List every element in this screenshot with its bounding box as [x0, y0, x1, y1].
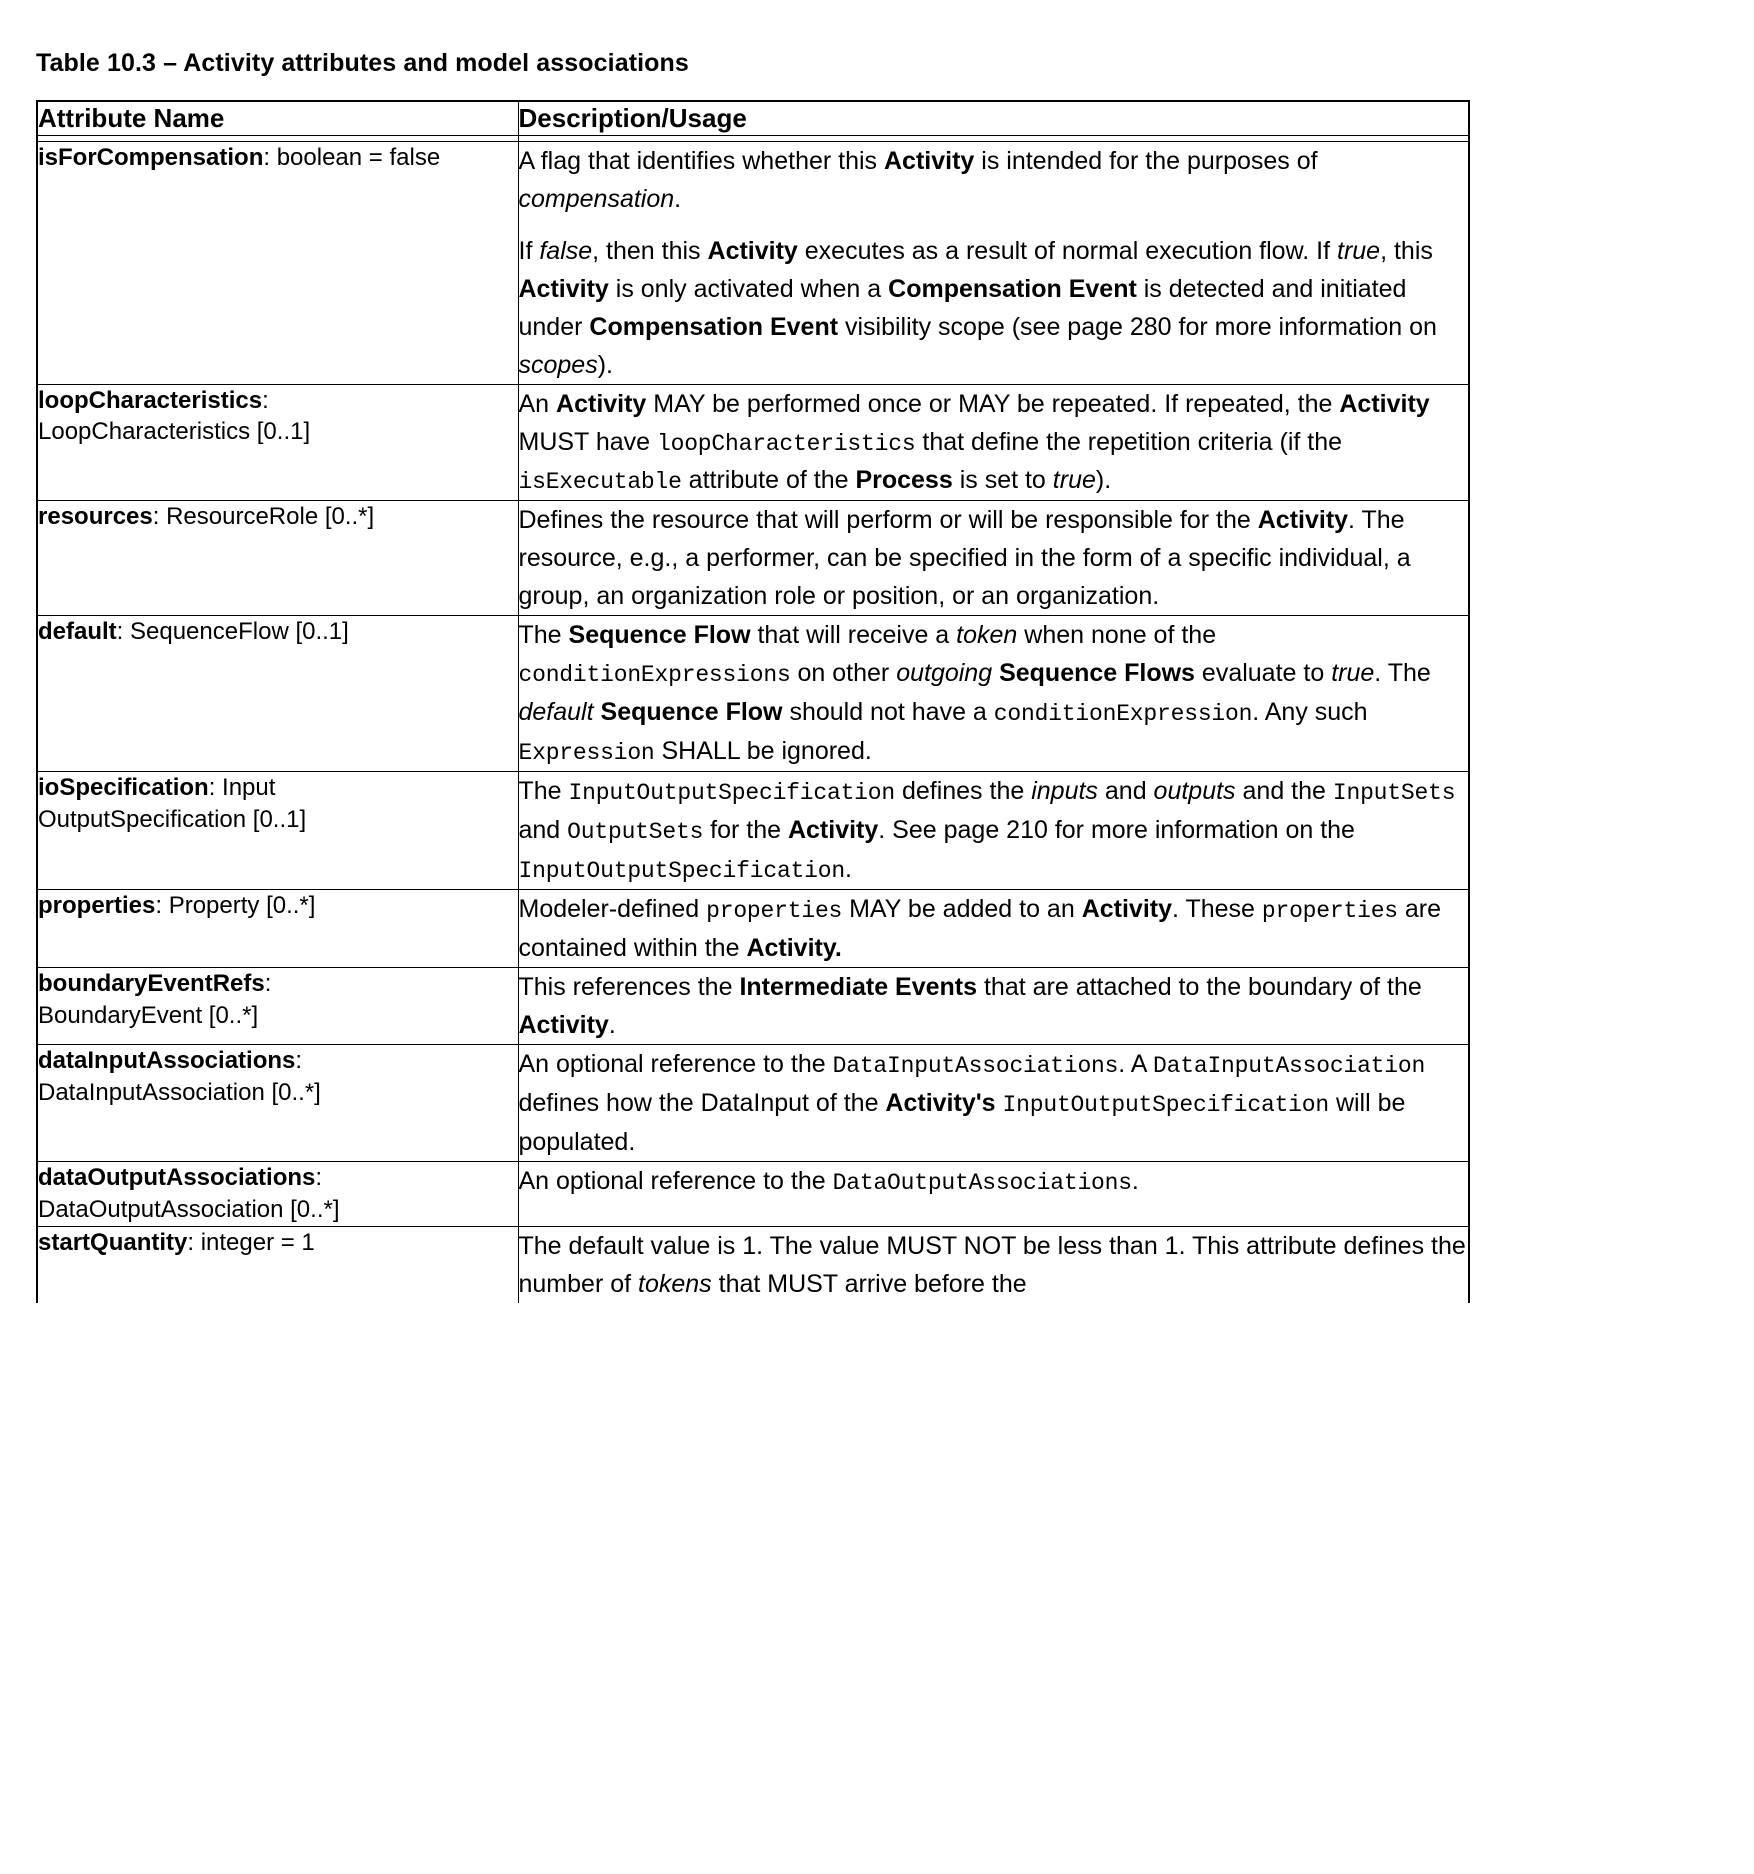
- attribute-name-cell: [37, 616, 518, 772]
- column-header-description-usage: Description/Usage: [518, 101, 1469, 135]
- attribute-description-cell: [518, 772, 1469, 890]
- table-row: [37, 384, 1469, 501]
- attribute-description-cell: [518, 384, 1469, 501]
- table-row: [37, 616, 1469, 772]
- attribute-name-bold: properties: [38, 892, 156, 920]
- attribute-name-cell: boundaryEventRefs: BoundaryEvent [0..*]: [37, 968, 518, 1045]
- attribute-name-bold: dataOutputAssociations: [38, 1163, 316, 1191]
- table-row: [37, 1045, 1469, 1162]
- attribute-name-type: : SequenceFlow [0..1]: [116, 618, 349, 646]
- attribute-name-bold: startQuantity: [38, 1228, 188, 1256]
- column-header-attribute-name: Attribute Name: [37, 101, 518, 135]
- attribute-name-cell: [37, 1226, 518, 1303]
- description-paragraph: If false, then this Activity executes as a result of normal execution flow. If true, this Activity is only activated when a Compensation Event is detected and initiated under Compensation Event visibility scope (see page 280 for more information on scopes).: [518, 236, 1437, 379]
- attribute-name-type: : boolean = false: [263, 143, 441, 171]
- description-paragraph: An optional reference to the DataOutputAssociations.: [518, 1166, 1139, 1196]
- attribute-name-cell: [37, 890, 518, 968]
- attribute-name-cell: [37, 501, 518, 616]
- description-paragraph: This references the Intermediate Events that are attached to the boundary of the Activity.: [518, 973, 1422, 1040]
- description-paragraph: Modeler-defined properties MAY be added to an Activity. These properties are contained within the Activity.: [518, 895, 1441, 963]
- attribute-name-cell: dataInputAssociations: DataInputAssociation [0..*]: [37, 1045, 518, 1162]
- attribute-name-cell: dataOutputAssociations: DataOutputAssociation [0..*]: [37, 1161, 518, 1226]
- description-paragraph: The default value is 1. The value MUST NOT be less than 1. This attribute defines the number of tokens that MUST arrive before the: [518, 1231, 1466, 1298]
- attribute-description-cell: [518, 1226, 1469, 1303]
- table-body: [37, 141, 1469, 1303]
- description-paragraph: An Activity MAY be performed once or MAY be repeated. If repeated, the Activity MUST have loopCharacteristics that define the repetition criteria (if the isExecutable attribute of the Process is set to true).: [518, 389, 1430, 496]
- attribute-name-bold: isForCompensation: [38, 143, 264, 171]
- description-paragraph: Defines the resource that will perform or will be responsible for the Activity. The resource, e.g., a performer, can be specified in the form of a specific individual, a group, an organization role or position, or an organization.: [518, 506, 1411, 611]
- description-paragraph: The InputOutputSpecification defines the inputs and outputs and the InputSets and OutputSets for the Activity. See page 210 for more information on the InputOutputSpecification.: [518, 777, 1456, 885]
- attribute-description-cell: [518, 1161, 1469, 1226]
- table-row: [37, 501, 1469, 616]
- table-row: [37, 772, 1469, 890]
- attribute-name-type: : ResourceRole [0..*]: [152, 503, 375, 531]
- description-paragraph: An optional reference to the DataInputAssociations. A DataInputAssociation defines how the DataInput of the Activity's InputOutputSpecification will be populated.: [518, 1050, 1426, 1156]
- table-row: [37, 1226, 1469, 1303]
- description-paragraph: The Sequence Flow that will receive a token when none of the conditionExpressions on other outgoing Sequence Flows evaluate to true. The default Sequence Flow should not have a conditionExpression. Any such Expression SHALL be ignored.: [518, 621, 1431, 767]
- attribute-name-bold: ioSpecification: [38, 774, 209, 802]
- attribute-name-cell: loopCharacteristics: LoopCharacteristics [0..1]: [37, 384, 518, 501]
- attribute-description-cell: [518, 616, 1469, 772]
- attribute-description-cell: [518, 968, 1469, 1045]
- attribute-description-cell: [518, 1045, 1469, 1162]
- table-row: [37, 1161, 1469, 1226]
- attribute-name-type: : integer = 1: [187, 1228, 315, 1256]
- table-caption: Table 10.3 – Activity attributes and model associations: [36, 49, 689, 77]
- attribute-description-cell: [518, 501, 1469, 616]
- attribute-description-cell: [518, 141, 1469, 384]
- attribute-name-bold: default: [38, 618, 117, 646]
- table-row: [37, 890, 1469, 968]
- attribute-name-cell: [37, 141, 518, 384]
- table-row: [37, 141, 1469, 384]
- attribute-name-cell: ioSpecification: Input OutputSpecification [0..1]: [37, 772, 518, 890]
- attribute-description-cell: [518, 890, 1469, 968]
- table-row: [37, 968, 1469, 1045]
- attribute-name-type: : Property [0..*]: [155, 892, 316, 920]
- activity-attributes-table: [36, 100, 1470, 1303]
- attribute-name-bold: boundaryEventRefs: [38, 970, 265, 998]
- table-header-row: [37, 101, 1469, 135]
- attribute-name-bold: loopCharacteristics: [38, 386, 263, 414]
- attribute-name-bold: resources: [38, 503, 153, 531]
- attribute-name-bold: dataInputAssociations: [38, 1047, 296, 1075]
- description-paragraph: A flag that identifies whether this Activity is intended for the purposes of compensation.: [518, 146, 1318, 213]
